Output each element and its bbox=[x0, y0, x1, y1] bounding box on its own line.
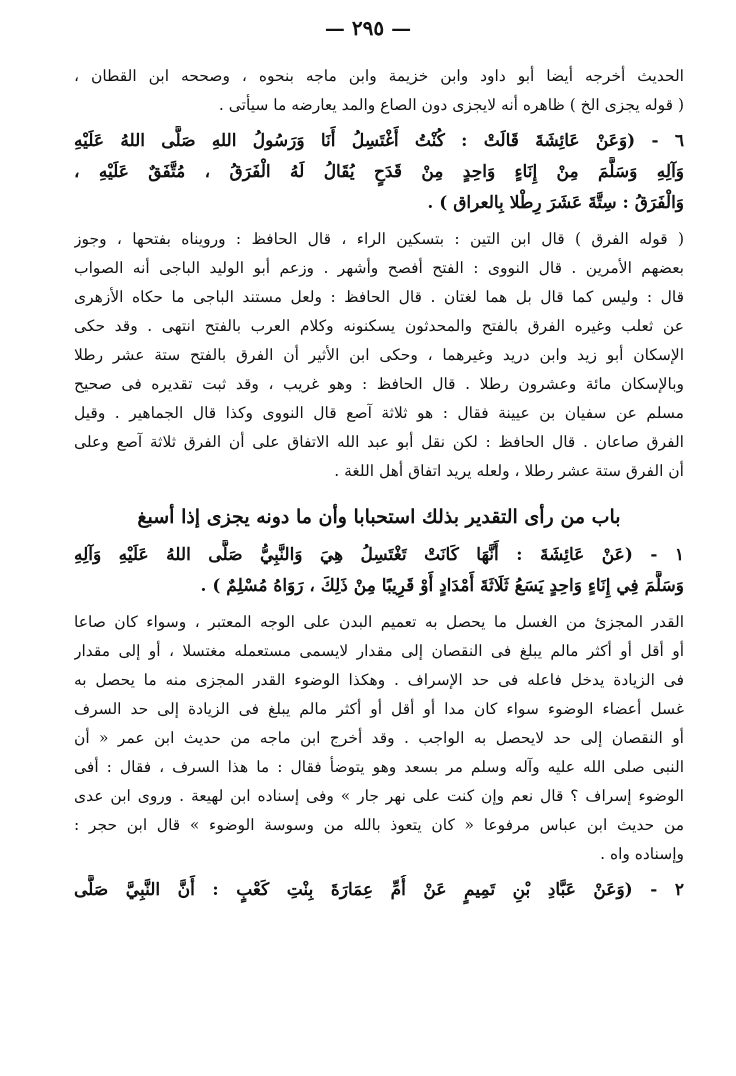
text-line: من حديث ابن عباس مرفوعا « كان يتعوذ بالله من وسوسة الوضوء » قال ابن حجر : bbox=[74, 816, 684, 834]
commentary-hadith-1 bbox=[74, 608, 684, 869]
hadith-line: ١ - (عَنْ عَائِشَةَ : أَنَّهَا كَانَتْ تَغْتَسِلُ هِيَ وَالنَّبِيُّ صَلَّى اللهُ عَلَيْهِ وَآلِهِ bbox=[74, 545, 684, 565]
text-line: الوضوء إسراف ؟ قال نعم وإن كنت على نهر جار » وفى إسناده ابن لهيعة . وروى ابن عدى bbox=[74, 787, 684, 805]
text-line: عن ثعلب وغيره الفرق بالفتح والمحدثون يسكنونه وكلام العرب بالفتح انتهى . وقد حكى bbox=[74, 317, 684, 335]
text-line: الحديث أخرجه أيضا أبو داود وابن خزيمة وابن ماجه بنحوه ، وصححه ابن القطان ، bbox=[74, 67, 684, 85]
hadith-line: وَآلِهِ وَسَلَّمَ مِنْ إِنَاءٍ وَاحِدٍ مِنْ قَدَحٍ يُقَالُ لَهُ الْفَرَقُ ، مُتَّفَقٌ عَلَيْهِ ، bbox=[74, 162, 684, 182]
commentary-hadith-6 bbox=[74, 225, 684, 486]
commentary-block-previous bbox=[74, 62, 684, 120]
text-line: أن الفرق ستة عشر رطلا ، ولعله يريد اتفاق أهل اللغة . bbox=[334, 462, 684, 480]
hadith-6 bbox=[74, 126, 684, 219]
text-line: أو النقصان إلى حد لايحصل به الواجب . وقد أخرج ابن ماجه من حديث ابن عمر « أن bbox=[74, 729, 684, 747]
page-content bbox=[74, 62, 684, 906]
text-line: الإسكان أبو زيد وابن دريد وغيرهما ، وحكى ابن الأثير أن الفرق بالفتح ستة عشر رطلا bbox=[74, 346, 684, 364]
text-line: ( قوله الفرق ) قال ابن التين : بتسكين الراء ، قال الحافظ : ورويناه بفتحها ، وجوز bbox=[74, 230, 684, 248]
text-line: القدر المجزئ من الغسل ما يحصل به تعميم البدن على الوجه المعتبر ، وسواء كان صاعا bbox=[74, 613, 684, 631]
hadith-line: وَالْفَرَقُ : سِتَّةَ عَشَرَ رِطْلا بِالعراق ) . bbox=[427, 193, 684, 213]
text-line: وإسناده واه . bbox=[600, 845, 684, 863]
hadith-line: وَسَلَّمَ فِي إِنَاءٍ وَاحِدٍ يَسَعُ ثَلَاثَةَ أَمْدَادٍ أَوْ قَرِيبًا مِنْ ذَلِكَ ، رَوَاهُ مُسْلِمٌ ) . bbox=[200, 576, 684, 596]
text-line: بعضهم الأمرين . قال النووى : الفتح أفصح وأشهر . وزعم أبو الوليد الباجى أنه الصواب bbox=[74, 259, 684, 277]
text-line: مسلم عن سفيان بن عيينة فقال : هو ثلاثة آصع قال النووى وكذا قال الجماهير . وقيل bbox=[74, 404, 684, 422]
text-line: غسل أعضاء الوضوء سواء كان مدا أو أقل أو أكثر مالم يبلغ فى الزيادة إلى حد السرف bbox=[74, 700, 684, 718]
page-number: — ٢٩٥ — bbox=[324, 16, 412, 40]
text-line: قال : وليس كما قال بل هما لغتان . قال الحافظ : ولعل مستند الباجى ما حكاه الأزهرى bbox=[74, 288, 684, 306]
text-line: وبالإسكان مائة وعشرون رطلا . قال الحافظ : وهو غريب ، وقد ثبت تقديره فى صحيح bbox=[74, 375, 684, 393]
text-line: فى الزيادة يدخل فاعله فى حد الإسراف . وهكذا الوضوء القدر المجزى منه ما يحصل به bbox=[74, 671, 684, 689]
chapter-title: باب من رأى التقدير بذلك استحبابا وأن ما دونه يجزى إذا أسبغ bbox=[137, 506, 621, 528]
text-line: الفرق صاعان . قال الحافظ : لكن نقل أبو عبد الله الاتفاق على أن الفرق ثلاثة آصع وعلى bbox=[74, 433, 684, 451]
hadith-line: ٢ - (وَعَنْ عَبَّادِ بْنِ تَمِيمٍ عَنْ أُمِّ عِمَارَةَ بِنْتِ كَعْبٍ : أَنَّ النَّبِيَّ صَلَّى bbox=[74, 880, 684, 900]
hadith-1 bbox=[74, 540, 684, 602]
hadith-line: ٦ - (وَعَنْ عَائِشَةَ قَالَتْ : كُنْتُ أَغْتَسِلُ أَنَا وَرَسُولُ اللهِ صَلَّى اللهُ عَلَيْهِ bbox=[74, 131, 684, 151]
text-line: أو أقل أو أكثر مالم يبلغ فى النقصان إلى مقدار لايسمى مستعمله مغتسلا ، أو إلى مقدار bbox=[74, 642, 684, 660]
hadith-2 bbox=[74, 875, 684, 906]
text-line: ( قوله يجزى الخ ) ظاهره أنه لايجزى دون الصاع والمد يعارضه ما سيأتى . bbox=[218, 96, 684, 114]
text-line: النبى صلى الله عليه وآله وسلم مر بسعد وهو يتوضأ فقال : ما هذا السرف ، فقال : أفى bbox=[74, 758, 684, 776]
